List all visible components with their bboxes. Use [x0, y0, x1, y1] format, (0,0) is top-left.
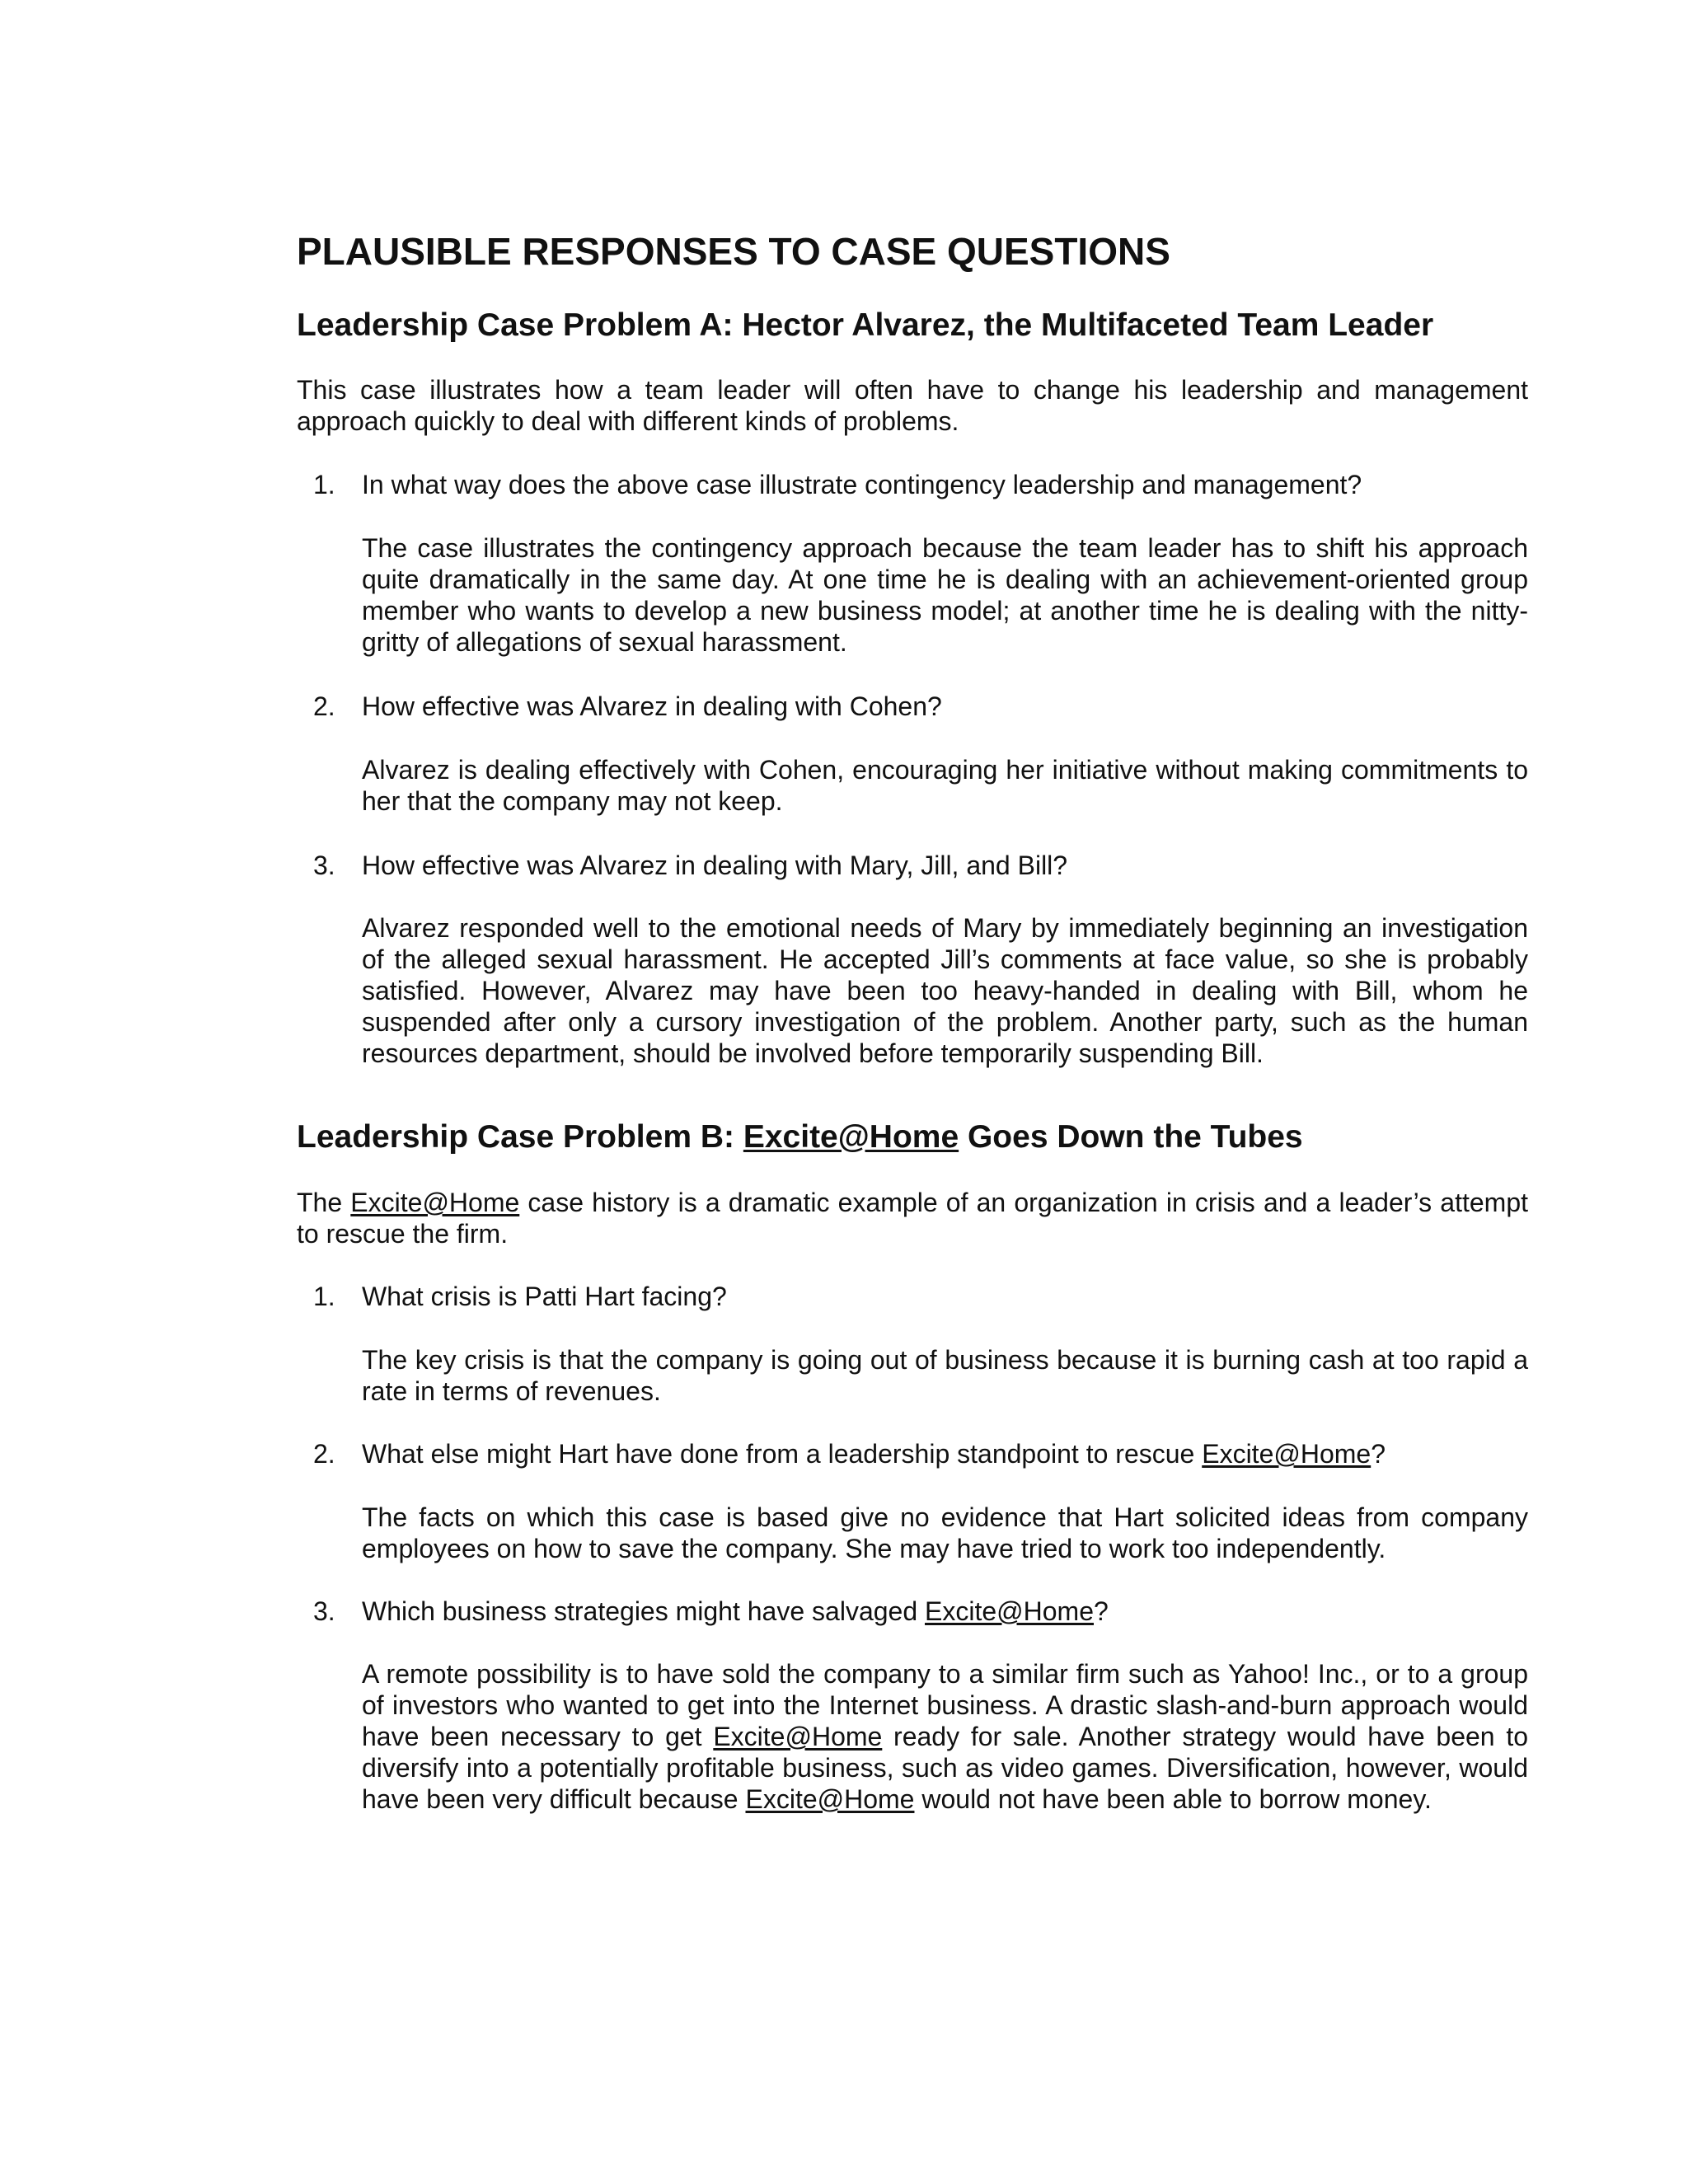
case-b-answer-2: The facts on which this case is based give no evidence that Hart solicited ideas from company employees on how to save the company. She may have tried to work too independently.	[362, 1502, 1528, 1563]
question-text: In what way does the above case illustrate contingency leadership and management?	[362, 470, 1362, 499]
question-text	[362, 1596, 1109, 1627]
question-text-part: ?	[1094, 1596, 1109, 1626]
case-a-answer-1: The case illustrates the contingency approach because the team leader has to shift his approach quite dramatically in the same day. At one time he is dealing with an achievement-oriented group member who wants to develop a new business model; at another time he is dealing with the nitty-gritty of allegations of sexual harassment.	[362, 533, 1528, 657]
case-b-answer-3	[362, 1658, 1528, 1815]
intro-text: case history is a dramatic example of an organization in crisis and a leader’s attempt to rescue the firm.	[297, 1188, 1529, 1249]
intro-text: The	[297, 1188, 351, 1217]
question-text-part: Which business strategies might have salvaged	[362, 1596, 926, 1626]
excite-home-link[interactable]: Excite@Home	[1202, 1439, 1372, 1469]
question-text-part: ?	[1371, 1439, 1386, 1469]
question-number: 3.	[313, 851, 335, 880]
case-b-answer-1: The key crisis is that the company is going out of business because it is burning cash at too rapid a rate in terms of revenues.	[362, 1345, 1528, 1406]
answer-text: ready for sale. Another strategy would have been to diversify into a potentially profitable business, such as video games. Diversification, however, would have been very difficult because	[362, 1722, 1529, 1814]
heading-text: Goes Down the Tubes	[959, 1119, 1303, 1155]
excite-home-link[interactable]: Excite@Home	[350, 1188, 520, 1217]
case-a-answer-3: Alvarez responded well to the emotional needs of Mary by immediately beginning an investigation of the alleged sexual harassment. He accepted Jill’s comments at face value, so she is probably satisfied. However, Alvarez may have been too heavy-handed in dealing with Bill, whom he suspended after only a cursory investigation of the problem. Another party, such as the human resources department, should be involved before temporarily suspending Bill.	[362, 913, 1528, 1068]
answer-text: would not have been able to borrow money.	[914, 1784, 1432, 1814]
excite-home-link[interactable]: Excite@Home	[925, 1596, 1094, 1626]
case-b-heading	[297, 1118, 1303, 1156]
excite-home-link[interactable]: Excite@Home	[743, 1119, 959, 1155]
question-number: 3.	[313, 1596, 335, 1626]
question-number: 1.	[313, 1282, 335, 1311]
question-text-part: What else might Hart have done from a leadership standpoint to rescue	[362, 1439, 1203, 1469]
excite-home-link[interactable]: Excite@Home	[745, 1784, 915, 1814]
question-text: What crisis is Patti Hart facing?	[362, 1282, 727, 1311]
document-title: PLAUSIBLE RESPONSES TO CASE QUESTIONS	[297, 230, 1170, 273]
question-number: 2.	[313, 1439, 335, 1469]
case-a-heading: Leadership Case Problem A: Hector Alvarez, the Multifaceted Team Leader	[297, 307, 1434, 343]
case-a-intro: This case illustrates how a team leader will often have to change his leadership and management approach quickly to deal with different kinds of problems.	[297, 375, 1528, 436]
question-text: How effective was Alvarez in dealing with Cohen?	[362, 691, 942, 721]
question-number: 2.	[313, 691, 335, 721]
question-text: How effective was Alvarez in dealing with Mary, Jill, and Bill?	[362, 851, 1068, 880]
excite-home-link[interactable]: Excite@Home	[713, 1722, 883, 1751]
question-text	[362, 1438, 1386, 1469]
heading-text: Leadership Case Problem B:	[297, 1119, 743, 1155]
case-b-intro	[297, 1187, 1528, 1249]
case-a-answer-2: Alvarez is dealing effectively with Cohen, encouraging her initiative without making commitments to her that the company may not keep.	[362, 755, 1528, 816]
question-number: 1.	[313, 470, 335, 499]
answer-text: A remote possibility is to have sold the company to a similar firm such as Yahoo! Inc., or to a group of investors who wanted to get into the Internet business. A drastic slash-and-burn approach would have been necessary to get	[362, 1659, 1528, 1751]
